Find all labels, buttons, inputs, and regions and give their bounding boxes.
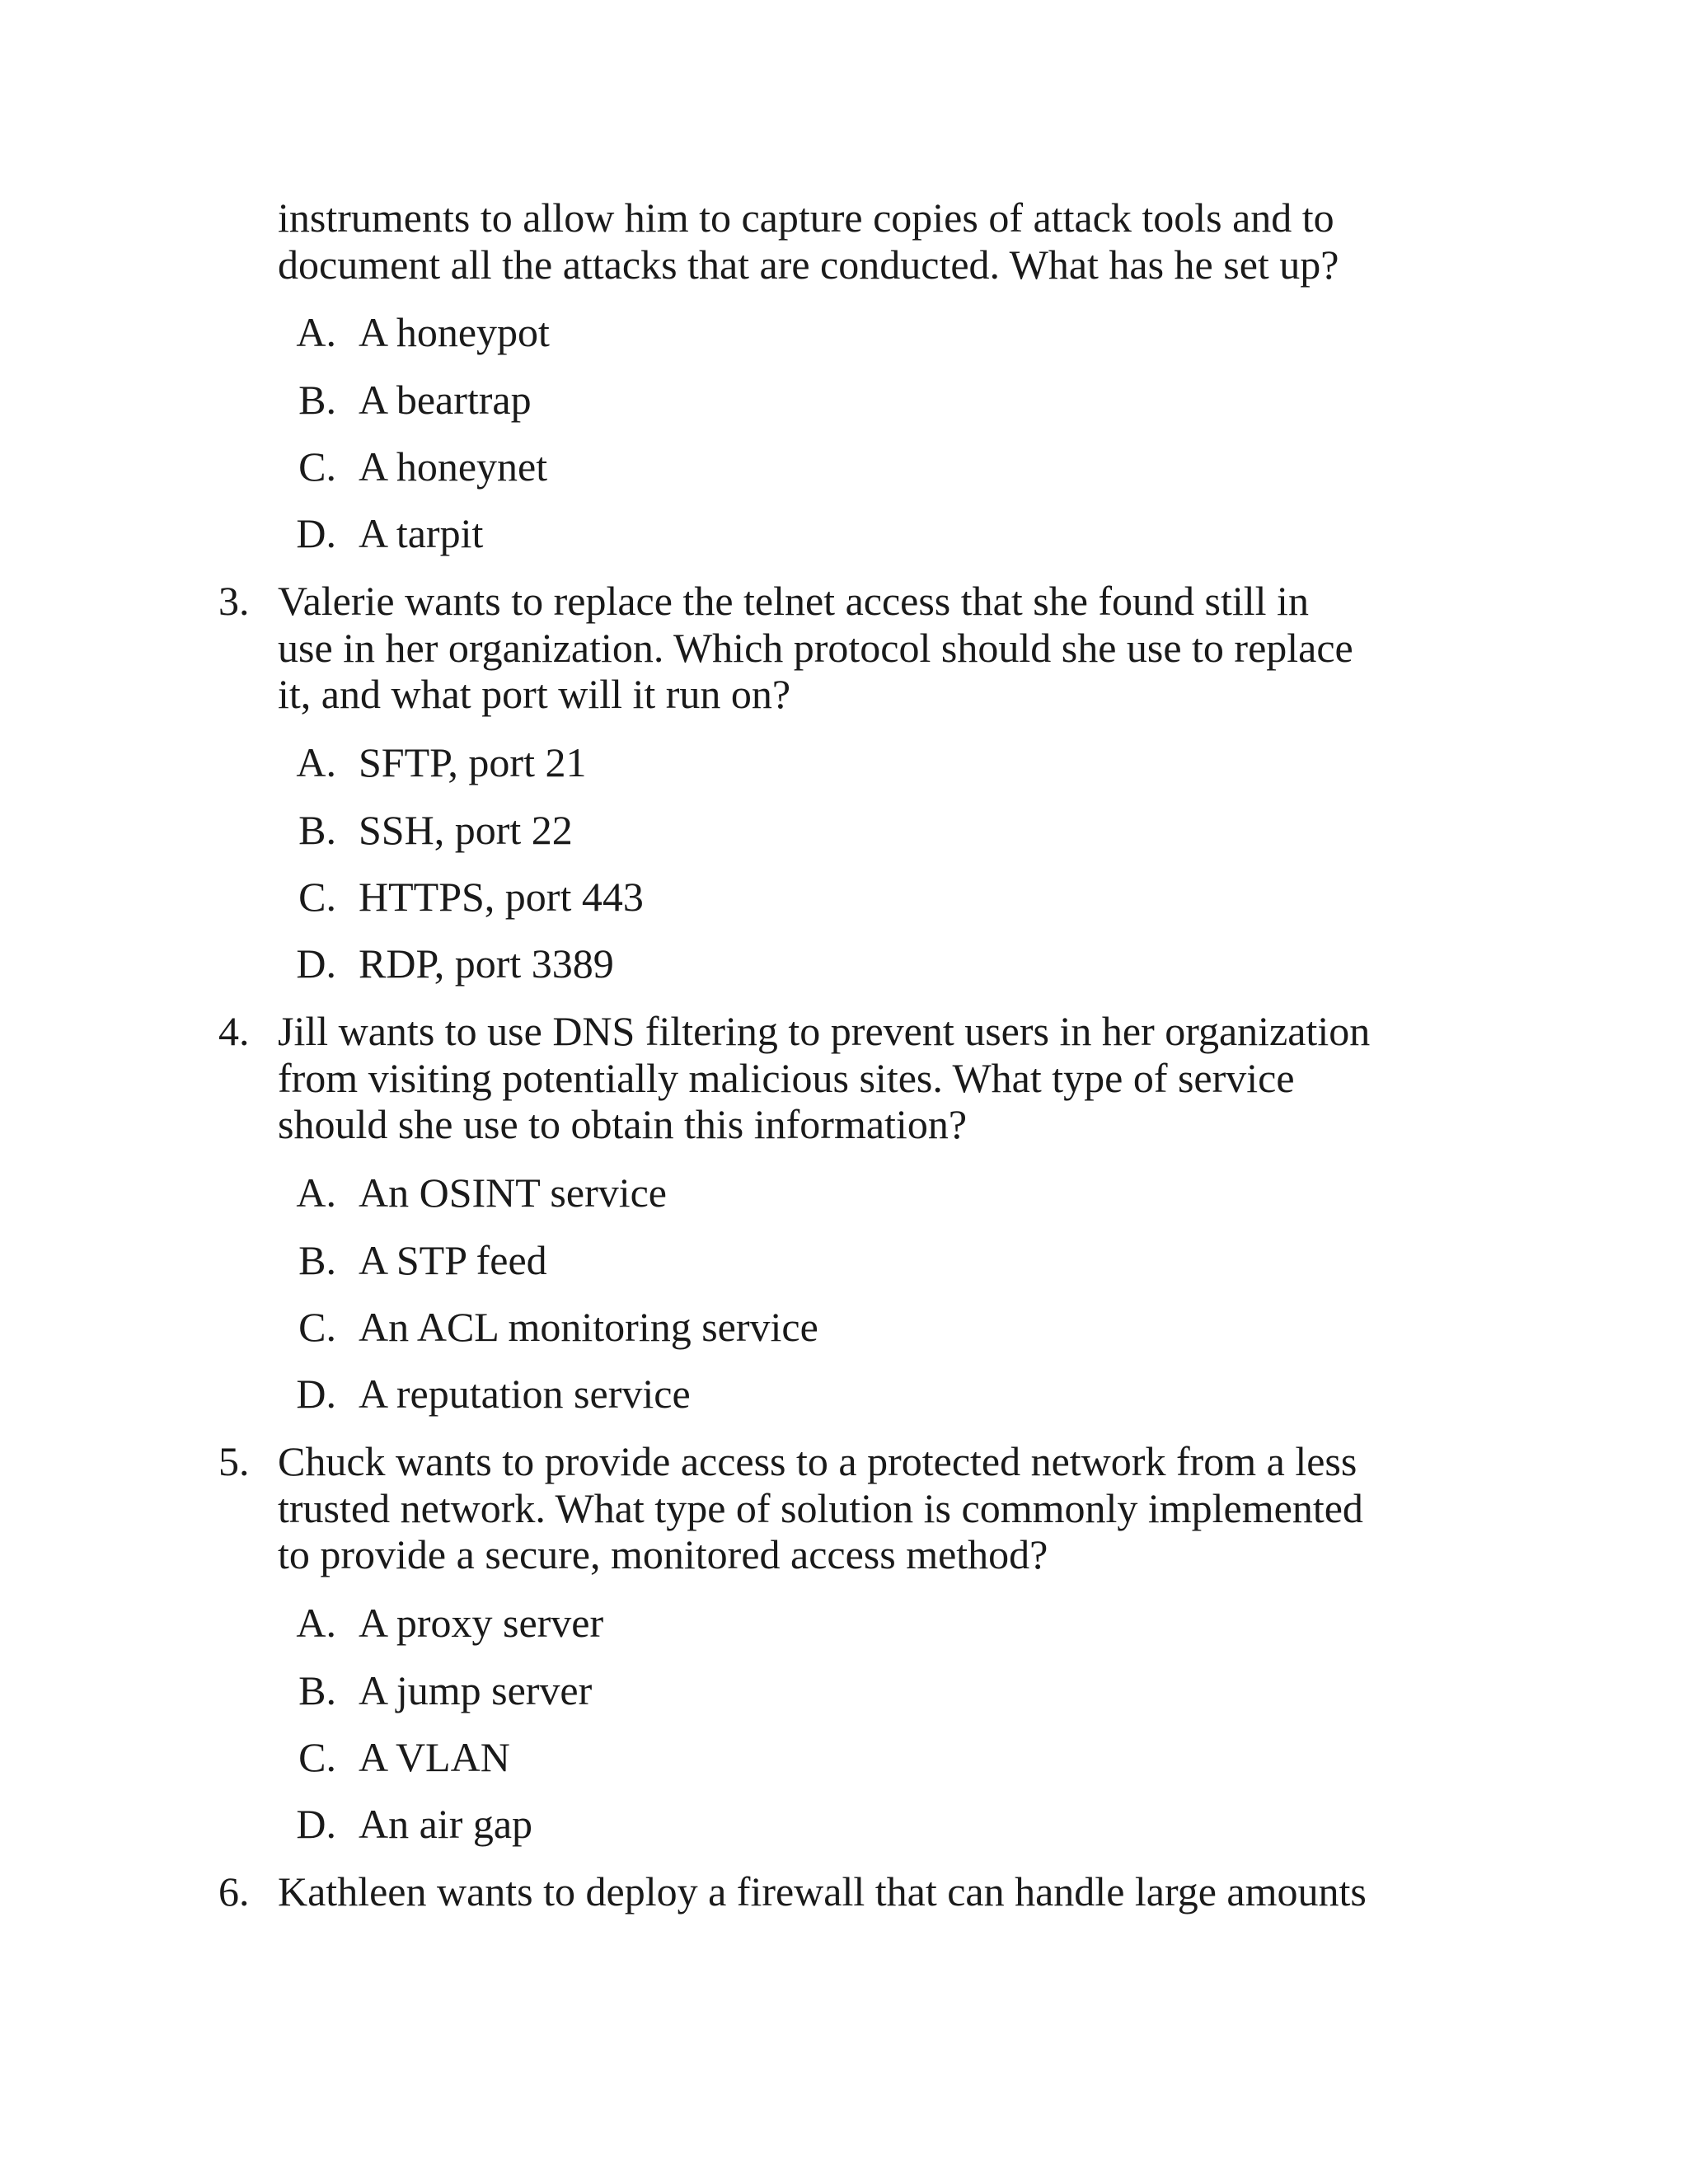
question-2-option-a-letter: A. (296, 309, 336, 355)
question-2-option-a-text: A honeypot (359, 309, 550, 355)
question-4-option-d-text: A reputation service (359, 1371, 691, 1417)
question-6-number: 6. (218, 1868, 250, 1915)
question-5-option-b-letter: B. (298, 1667, 336, 1713)
question-3-line-2: use in her organization. Which protocol should she use to replace (278, 625, 1353, 671)
question-2-option-c-letter: C. (298, 443, 336, 490)
question-2-line-1: instruments to allow him to capture copies of attack tools and to (278, 194, 1334, 241)
question-5-line-2: trusted network. What type of solution is commonly implemented (278, 1485, 1363, 1531)
question-2-option-c-text: A honeynet (359, 443, 548, 490)
question-4-option-c-text: An ACL monitoring service (359, 1304, 818, 1350)
question-3-number: 3. (218, 578, 250, 624)
question-3-option-d-letter: D. (296, 940, 336, 987)
question-5-option-a-letter: A. (296, 1600, 336, 1646)
question-3-option-a-letter: A. (296, 739, 336, 785)
question-2-option-d-letter: D. (296, 510, 336, 556)
question-4-option-c-letter: C. (298, 1304, 336, 1350)
question-6-line-1: Kathleen wants to deploy a firewall that can handle large amounts (278, 1868, 1367, 1915)
question-5-option-c-text: A VLAN (359, 1734, 510, 1780)
question-4-option-b-text: A STP feed (359, 1237, 547, 1283)
question-5-line-1: Chuck wants to provide access to a protected network from a less (278, 1438, 1357, 1484)
question-3-option-b-text: SSH, port 22 (359, 807, 573, 853)
question-4-option-a-letter: A. (296, 1169, 336, 1216)
question-5-option-d-letter: D. (296, 1801, 336, 1847)
question-4-line-1: Jill wants to use DNS filtering to prevent users in her organization (278, 1008, 1371, 1054)
question-5-number: 5. (218, 1438, 250, 1484)
question-5-option-c-letter: C. (298, 1734, 336, 1780)
question-3-option-c-letter: C. (298, 874, 336, 920)
question-3-line-1: Valerie wants to replace the telnet access that she found still in (278, 578, 1309, 624)
question-4-option-d-letter: D. (296, 1371, 336, 1417)
question-2-option-b-text: A beartrap (359, 377, 532, 423)
question-4-line-2: from visiting potentially malicious sites. What type of service (278, 1055, 1295, 1101)
question-3-option-b-letter: B. (298, 807, 336, 853)
question-2-option-d-text: A tarpit (359, 510, 484, 556)
question-5-option-b-text: A jump server (359, 1667, 593, 1713)
question-3-line-3: it, and what port will it run on? (278, 671, 791, 717)
question-5-option-d-text: An air gap (359, 1801, 533, 1847)
question-2-line-2: document all the attacks that are conducted. What has he set up? (278, 241, 1339, 288)
question-5-line-3: to provide a secure, monitored access method? (278, 1531, 1048, 1577)
question-4-line-3: should she use to obtain this information? (278, 1101, 968, 1147)
question-3-option-c-text: HTTPS, port 443 (359, 874, 644, 920)
question-2-option-b-letter: B. (298, 377, 336, 423)
question-5-option-a-text: A proxy server (359, 1600, 604, 1646)
question-4-number: 4. (218, 1008, 250, 1054)
question-4-option-b-letter: B. (298, 1237, 336, 1283)
question-4-option-a-text: An OSINT service (359, 1169, 667, 1216)
question-3-option-a-text: SFTP, port 21 (359, 739, 587, 785)
question-3-option-d-text: RDP, port 3389 (359, 940, 614, 987)
